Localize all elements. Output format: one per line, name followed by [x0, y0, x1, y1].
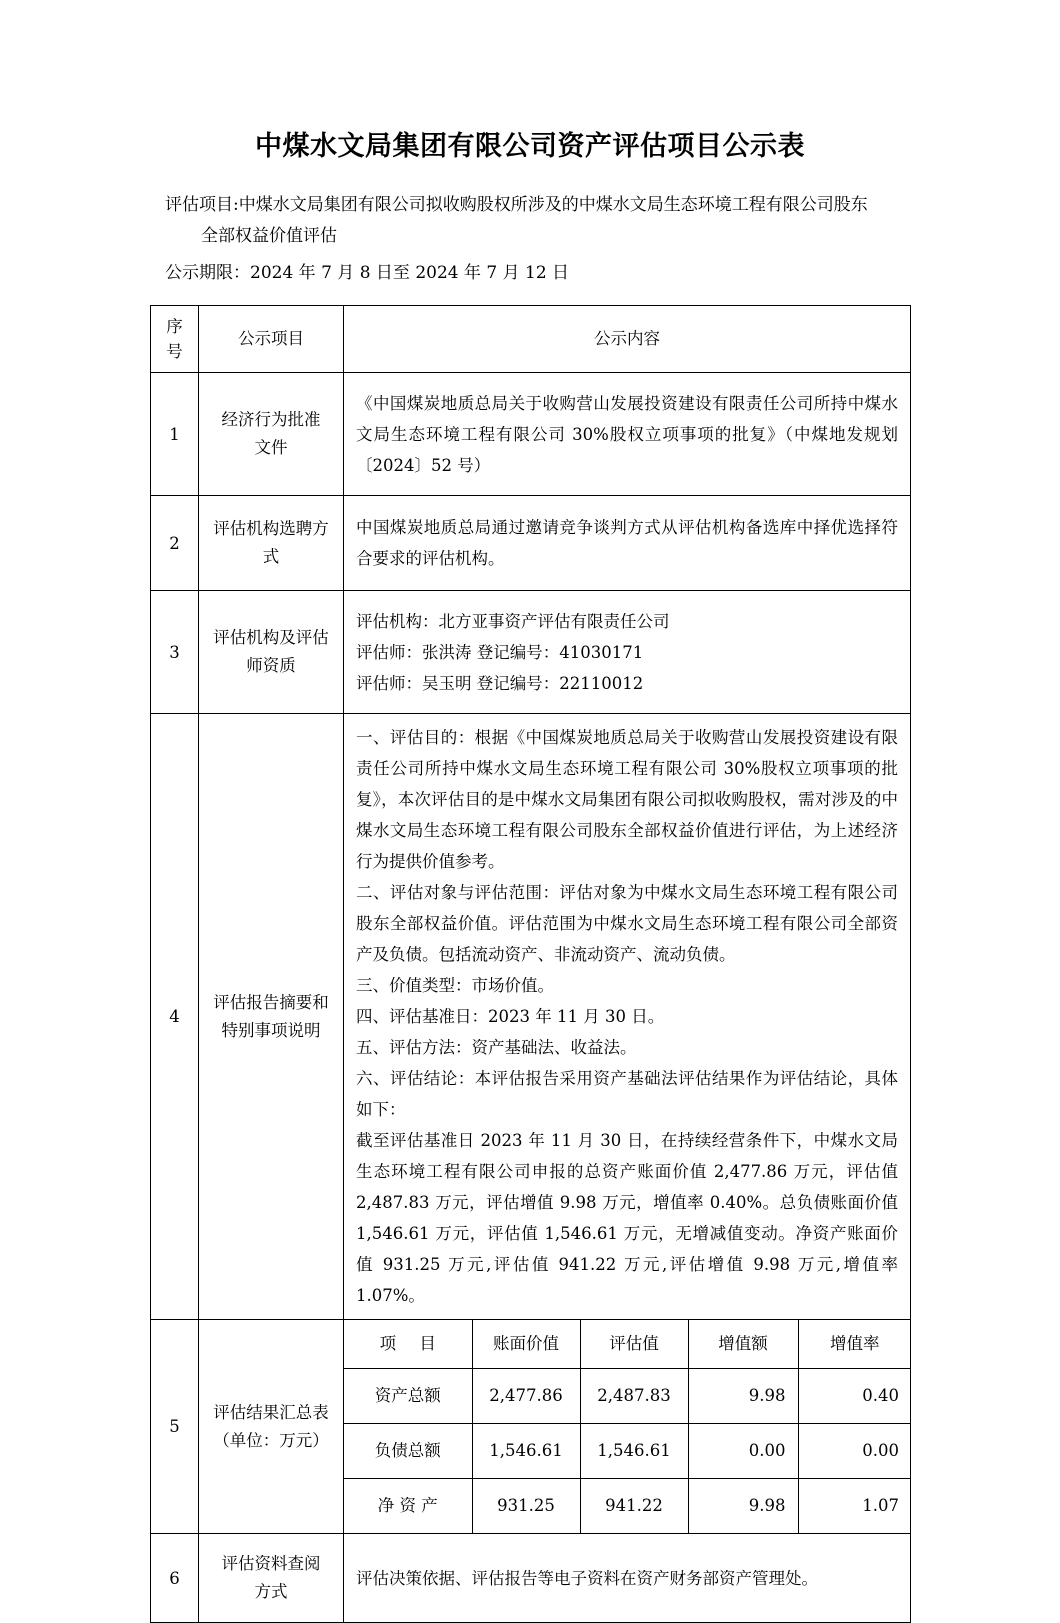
appraisal-figures: 截至评估基准日 2023 年 11 月 30 日，在持续经营条件下，中煤水文局生态环境工程有限公司申报的总资产账面价值 2,477.86 万元，评估值 2,487.83 万元，评估增值 9.98 万元，增值率 0.40%。总负债账面价值 1,546.61 万元，评估值 1,546.61 万元，无增减值变动。净资产账面价值 931.25 万元,评估值 941.22 万元,评估增值 9.98 万元,增值率 1.07%。 — [356, 1131, 898, 1306]
appraiser-1: 评估师：张洪涛 登记编号：41030171 — [356, 642, 644, 662]
row-content-2 — [344, 496, 911, 591]
row-content-1 — [344, 373, 911, 496]
row-item-5-line2: （单位：万元） — [213, 1430, 329, 1450]
appraisal-summary-table — [344, 1320, 911, 1533]
row-item-6 — [199, 1534, 344, 1623]
table-header-row — [151, 306, 911, 373]
value-type: 三、价值类型：市场价值。 — [356, 976, 554, 996]
summary-book-total-assets: 2,477.86 — [472, 1369, 580, 1424]
table-row — [151, 496, 911, 591]
row-seq-5: 5 — [151, 1320, 199, 1534]
appraiser-2: 评估师：吴玉明 登记编号：22110012 — [356, 673, 644, 693]
appraisal-agency: 评估机构：北方亚事资产评估有限责任公司 — [356, 611, 670, 631]
row-item-3-line2: 师资质 — [246, 656, 296, 676]
summary-name-total-liabilities: 负债总额 — [344, 1424, 472, 1479]
row-item-1 — [199, 373, 344, 496]
row-content-5 — [344, 1320, 911, 1534]
summary-row-total-liabilities — [344, 1424, 911, 1479]
publicity-period: 公示期限：2024 年 7 月 8 日至 2024 年 7 月 12 日 — [165, 263, 570, 284]
row-content-1-text: 《中国煤炭地质总局关于收购营山发展投资建设有限责任公司所持中煤水文局生态环境工程有限公司 30%股权立项事项的批复》（中煤地发规划〔2024〕52 号） — [356, 393, 898, 475]
row-content-6-text: 评估决策依据、评估报告等电子资料在资产财务部资产管理处。 — [356, 1568, 818, 1588]
summary-increment-total-liabilities: 0.00 — [688, 1424, 798, 1479]
summary-name-total-assets: 资产总额 — [344, 1369, 472, 1424]
appraisal-purpose: 一、评估目的：根据《中国煤炭地质总局关于收购营山发展投资建设有限责任公司所持中煤水文局生态环境工程有限公司 30%股权立项事项的批复》，本次评估目的是中煤水文局集团有限公司拟收购股权，需对涉及的中煤水文局生态环境工程有限公司股东全部权益价值进行评估，为上述经济行为提供价值参考。 — [356, 728, 898, 872]
row-seq-6: 6 — [151, 1534, 199, 1623]
row-content-3 — [344, 591, 911, 714]
summary-book-net-assets: 931.25 — [472, 1479, 580, 1534]
row-seq-4: 4 — [151, 714, 199, 1320]
summary-eval-total-assets: 2,487.83 — [580, 1369, 688, 1424]
table-row — [151, 591, 911, 714]
summary-header-row — [344, 1320, 911, 1369]
table-row — [151, 1320, 911, 1534]
row-content-2-text: 中国煤炭地质总局通过邀请竞争谈判方式从评估机构备选库中择优选择符合要求的评估机构。 — [356, 518, 898, 569]
row-seq-2: 2 — [151, 496, 199, 591]
summary-name-net-assets: 净 资 产 — [344, 1479, 472, 1534]
summary-header-item — [344, 1320, 472, 1369]
summary-eval-net-assets: 941.22 — [580, 1479, 688, 1534]
row-item-5-line1: 评估结果汇总表 — [213, 1402, 329, 1422]
header-item: 公示项目 — [199, 306, 344, 373]
row-item-2-line2: 式 — [262, 547, 280, 567]
project-description-line1: 评估项目:中煤水文局集团有限公司拟收购股权所涉及的中煤水文局生态环境工程有限公司股东 — [165, 195, 868, 216]
appraisal-method: 五、评估方法：资产基础法、收益法。 — [356, 1038, 637, 1058]
row-content-4 — [344, 714, 911, 1320]
publicity-table — [150, 305, 911, 1623]
table-row — [151, 1534, 911, 1623]
header-seq-line2: 号 — [166, 342, 183, 362]
row-seq-3: 3 — [151, 591, 199, 714]
summary-row-total-assets — [344, 1369, 911, 1424]
row-item-6-line2: 方式 — [254, 1582, 288, 1602]
project-description-line2: 全部权益价值评估 — [201, 226, 337, 247]
page-title: 中煤水文局集团有限公司资产评估项目公示表 — [255, 131, 805, 162]
row-item-2-line1: 评估机构选聘方 — [213, 519, 329, 539]
row-item-4-line1: 评估报告摘要和 — [213, 992, 329, 1012]
row-item-3-line1: 评估机构及评估 — [213, 628, 329, 648]
summary-row-net-assets — [344, 1479, 911, 1534]
summary-rate-net-assets: 1.07 — [798, 1479, 911, 1534]
table-row — [151, 714, 911, 1320]
summary-rate-total-assets: 0.40 — [798, 1369, 911, 1424]
row-item-4 — [199, 714, 344, 1320]
row-item-3 — [199, 591, 344, 714]
summary-increment-net-assets: 9.98 — [688, 1479, 798, 1534]
summary-header-book-value: 账面价值 — [472, 1320, 580, 1369]
valuation-date: 四、评估基准日：2023 年 11 月 30 日。 — [356, 1007, 665, 1027]
row-content-6 — [344, 1534, 911, 1623]
header-seq-line1: 序 — [166, 317, 183, 337]
table-row — [151, 373, 911, 496]
row-item-1-line2: 文件 — [254, 438, 288, 458]
row-seq-1: 1 — [151, 373, 199, 496]
row-item-6-line1: 评估资料查阅 — [221, 1554, 321, 1574]
summary-header-eval-value: 评估值 — [580, 1320, 688, 1369]
summary-book-total-liabilities: 1,546.61 — [472, 1424, 580, 1479]
row-item-5 — [199, 1320, 344, 1534]
appraisal-object-scope: 二、评估对象与评估范围：评估对象为中煤水文局生态环境工程有限公司股东全部权益价值。评估范围为中煤水文局生态环境工程有限公司全部资产及负债。包括流动资产、非流动资产、流动负债。 — [356, 883, 898, 965]
summary-rate-total-liabilities: 0.00 — [798, 1424, 911, 1479]
row-item-2 — [199, 496, 344, 591]
header-seq — [151, 306, 199, 373]
row-item-4-line2: 特别事项说明 — [221, 1020, 321, 1040]
project-description — [0, 190, 1060, 252]
row-item-1-line1: 经济行为批准 — [221, 410, 321, 430]
summary-header-item-label: 项 目 — [379, 1334, 445, 1354]
header-content: 公示内容 — [344, 306, 911, 373]
summary-header-rate: 增值率 — [798, 1320, 911, 1369]
appraisal-conclusion: 六、评估结论：本评估报告采用资产基础法评估结果作为评估结论，具体如下： — [356, 1069, 898, 1120]
summary-header-increment: 增值额 — [688, 1320, 798, 1369]
summary-eval-total-liabilities: 1,546.61 — [580, 1424, 688, 1479]
summary-increment-total-assets: 9.98 — [688, 1369, 798, 1424]
